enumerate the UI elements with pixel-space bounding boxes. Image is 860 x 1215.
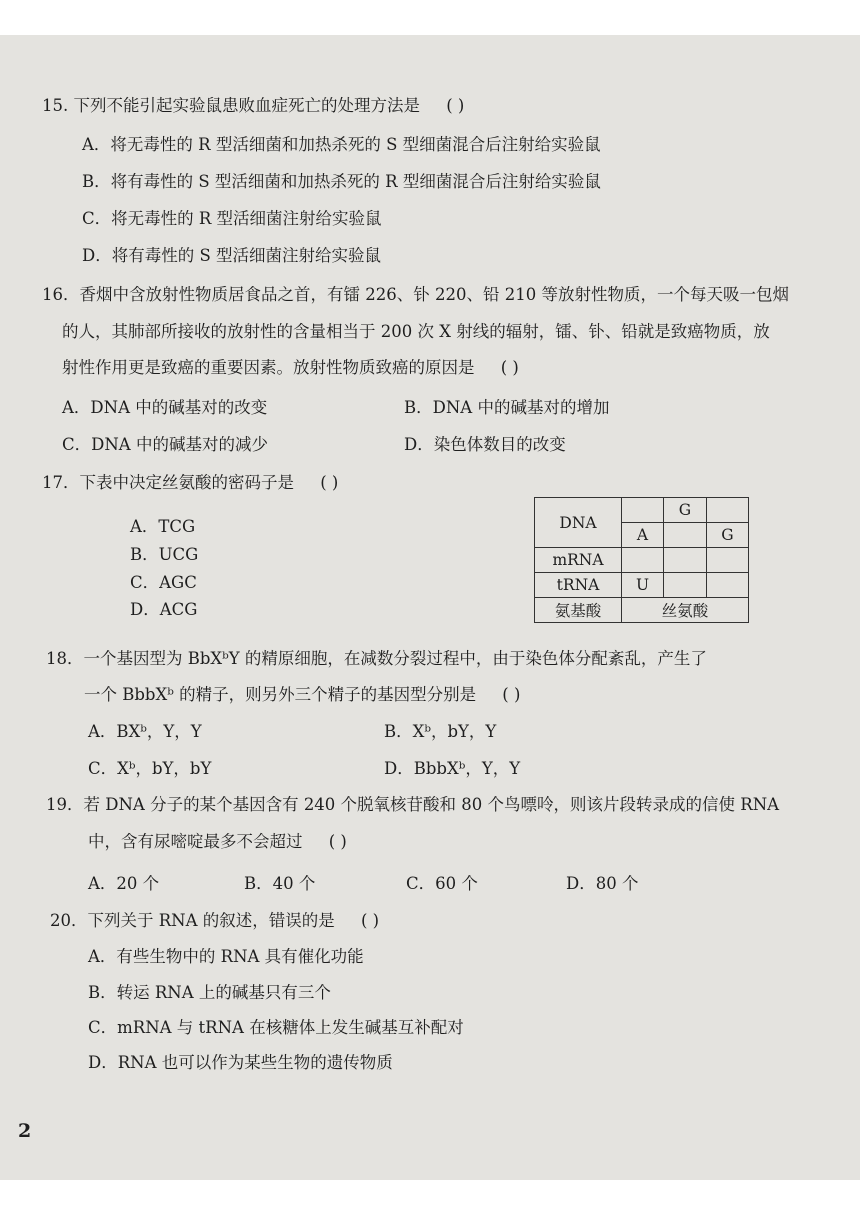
- codon-table: [534, 497, 749, 623]
- question-16-line-3: [62, 357, 540, 379]
- question-18-line-1: 18．一个基因型为 BbXᵇY 的精原细胞，在减数分裂过程中，由于染色体分配紊乱，产生了: [46, 649, 707, 668]
- answer-blank-18[interactable]: ( ): [502, 685, 521, 704]
- q18-option-b[interactable]: B．Xᵇ，bY，Y: [384, 722, 497, 741]
- q18-option-a[interactable]: A．BXᵇ，Y，Y: [88, 722, 202, 741]
- dna-row2-cell1: A: [622, 523, 664, 548]
- question-19-stem: 中，含有尿嘧啶最多不会超过: [88, 832, 303, 851]
- dna-row1-cell3: [707, 498, 749, 523]
- trna-cell3: [707, 573, 749, 598]
- q18-option-d[interactable]: D．BbbXᵇ，Y，Y: [384, 759, 521, 778]
- q20-option-a[interactable]: A．有些生物中的 RNA 具有催化功能: [88, 947, 364, 966]
- q16-option-b[interactable]: B．DNA 中的碱基对的增加: [404, 398, 610, 417]
- answer-blank-20[interactable]: ( ): [360, 911, 380, 930]
- dna-row1-cell2: G: [664, 498, 707, 523]
- q19-option-b[interactable]: B．40 个: [244, 874, 316, 893]
- answer-blank-15[interactable]: ( ): [446, 96, 465, 115]
- q15-option-d[interactable]: D．将有毒性的 S 型活细菌注射给实验鼠: [82, 246, 382, 265]
- q16-option-a[interactable]: A．DNA 中的碱基对的改变: [62, 398, 268, 417]
- q19-option-c[interactable]: C．60 个: [406, 874, 478, 893]
- q16-option-d[interactable]: D．染色体数目的改变: [404, 435, 566, 454]
- amino-acid-value: 丝氨酸: [622, 598, 749, 623]
- question-20: [50, 910, 400, 932]
- mrna-cell3: [707, 548, 749, 573]
- q17-option-c[interactable]: C．AGC: [130, 573, 197, 592]
- question-18-line-2: [84, 684, 541, 706]
- question-17-stem: 17．下表中决定丝氨酸的密码子是: [42, 473, 294, 492]
- q20-option-b[interactable]: B．转运 RNA 上的碱基只有三个: [88, 983, 331, 1002]
- answer-blank-16[interactable]: ( ): [500, 358, 519, 377]
- dna-row2-cell3: G: [707, 523, 749, 548]
- mrna-cell2: [664, 548, 707, 573]
- question-19-line-1: 19．若 DNA 分子的某个基因含有 240 个脱氧核苷酸和 80 个鸟嘌呤，则该片段转录成的信使 RNA: [46, 795, 780, 814]
- q20-option-c[interactable]: C．mRNA 与 tRNA 在核糖体上发生碱基互补配对: [88, 1018, 464, 1037]
- trna-cell1: U: [622, 573, 664, 598]
- q19-option-a[interactable]: A．20 个: [88, 874, 160, 893]
- q15-option-a[interactable]: A．将无毒性的 R 型活细菌和加热杀死的 S 型细菌混合后注射给实验鼠: [82, 135, 601, 154]
- question-19-line-2: [88, 831, 368, 853]
- answer-blank-17[interactable]: ( ): [320, 473, 339, 492]
- trna-cell2: [664, 573, 707, 598]
- mrna-label: mRNA: [535, 548, 622, 573]
- question-16-stem: 射性作用更是致癌的重要因素。放射性物质致癌的原因是: [62, 358, 475, 377]
- page-number: 2: [18, 1120, 32, 1142]
- amino-acid-label: 氨基酸: [535, 598, 622, 623]
- dna-row1-cell1: [622, 498, 664, 523]
- q20-option-d[interactable]: D．RNA 也可以作为某些生物的遗传物质: [88, 1053, 393, 1072]
- trna-label: tRNA: [535, 573, 622, 598]
- question-16-line-1: 16．香烟中含放射性物质居食品之首，有镭 226、钋 220、铅 210 等放射性物质，一个每天吸一包烟: [42, 285, 789, 304]
- mrna-cell1: [622, 548, 664, 573]
- q19-option-d[interactable]: D．80 个: [566, 874, 639, 893]
- question-20-stem: 20．下列关于 RNA 的叙述，错误的是: [50, 911, 335, 930]
- question-18-stem: 一个 BbbXᵇ 的精子，则另外三个精子的基因型分别是: [84, 685, 477, 704]
- question-15-stem: 15. 下列不能引起实验鼠患败血症死亡的处理方法是: [42, 96, 420, 115]
- dna-row2-cell2: [664, 523, 707, 548]
- q17-option-b[interactable]: B．UCG: [130, 545, 199, 564]
- dna-label: DNA: [535, 498, 622, 548]
- question-15: [42, 95, 485, 117]
- q17-option-a[interactable]: A．TCG: [130, 517, 196, 536]
- question-16-line-2: 的人，其肺部所接收的放射性的含量相当于 200 次 X 射线的辐射，镭、钋、铅就是致癌物质，放: [62, 322, 770, 341]
- q15-option-c[interactable]: C．将无毒性的 R 型活细菌注射给实验鼠: [82, 209, 382, 228]
- q18-option-c[interactable]: C．Xᵇ，bY，bY: [88, 759, 212, 778]
- question-17: [42, 472, 359, 494]
- answer-blank-19[interactable]: ( ): [328, 832, 347, 851]
- q16-option-c[interactable]: C．DNA 中的碱基对的减少: [62, 435, 268, 454]
- q15-option-b[interactable]: B．将有毒性的 S 型活细菌和加热杀死的 R 型细菌混合后注射给实验鼠: [82, 172, 601, 191]
- q17-option-d[interactable]: D．ACG: [130, 600, 198, 619]
